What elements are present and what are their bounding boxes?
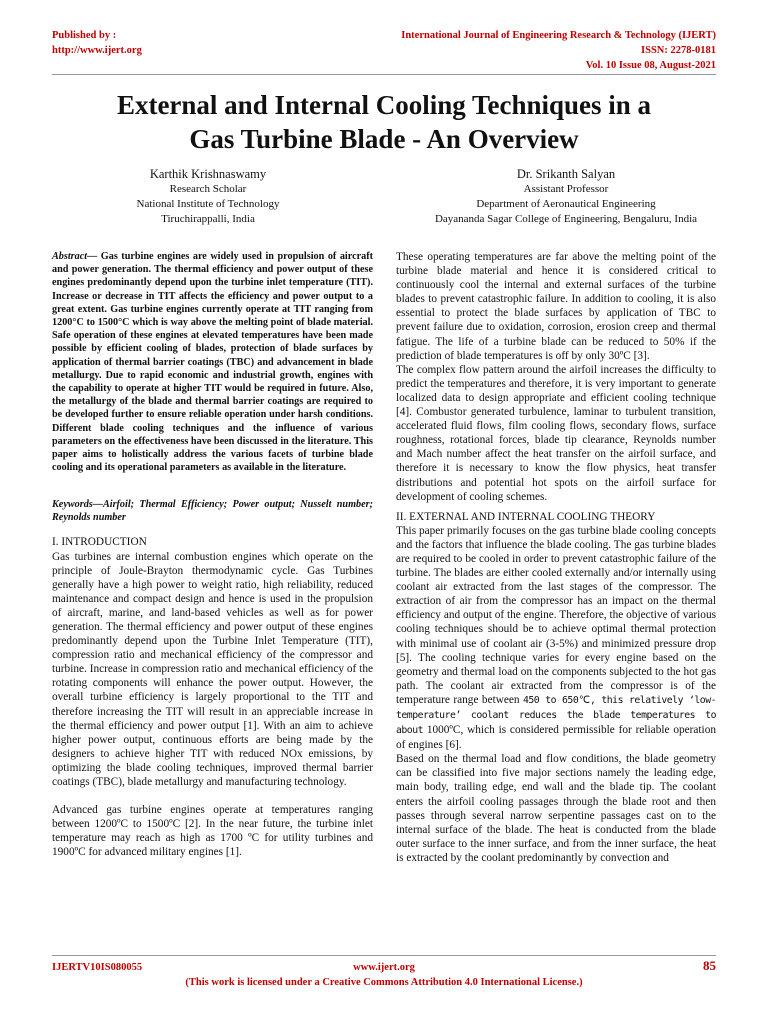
header-right [401,28,716,73]
author-role: Research Scholar [169,183,247,195]
issn: ISSN: 2278-0181 [641,45,716,56]
author-location: Tiruchirappalli, India [161,213,255,225]
keywords: Keywords—Airfoil; Thermal Efficiency; Power output; Nusselt number; Reynolds number [52,499,373,524]
author-location: Dayananda Sagar College of Engineering, Bengaluru, India [434,213,698,225]
author-affiliation: National Institute of Technology [136,198,280,210]
body-paragraph-1: These operating temperatures are far above the melting point of the turbine blade material and hence it is considered critical to continuously cool the internal and external surfaces of the turbine blades to prevent catastrophic failure. In addition to cooling, it is also essential to protect the blade surfaces by application of TBC to prevent failure due to oxidation, corrosion, erosion creep and thermal fatigue. The life of a turbine blade can be reduced to 50% if the prediction of blade temperatures is off by only 30ºC [3]. [396,251,716,362]
header-url-link[interactable]: http://www.ijert.org [52,45,142,56]
body-paragraph-4: Based on the thermal load and flow conditions, the blade geometry can be classified into five major sections namely the leading edge, main body, trailing edge, end wall and the blade tip. The coolant enters the airfoil cooling passages through the blade root and then passes through several narrow serpentine passages cast on to the internal surface of the blade. The heat is conducted from the blade outer surface to the inner surface, and from the inner surface, the heat is extracted by the coolant predominantly by convection and [396,753,716,864]
title-line-1: External and Internal Cooling Techniques in a [116,90,652,120]
section-1-heading: I. INTRODUCTION [52,536,147,549]
section-2-heading: II. EXTERNAL AND INTERNAL COOLING THEORY [396,510,656,523]
intro-paragraph-2: Advanced gas turbine engines operate at temperatures ranging between 1200ºC to 1500ºC [2]. In the near future, the turbine inlet temperature may reach as high as 1700 ºC for utility turbines and 1900ºC for advanced military engines [1]. [52,804,373,859]
left-column [52,250,373,860]
author-name: Dr. Srikanth Salyan [516,167,616,181]
body-paragraph-3-start: This paper primarily focuses on the gas turbine blade cooling concepts and the factors that influence the blade cooling. The gas turbine blades are required to be cooled in order to prevent catastrophic failure of the turbine. The blades are either cooled externally and/or internally using coolant air extracted from the last stages of the compressor. The extraction of air from the compressor has an impact on the thermal efficiency and output of the engine. Therefore, the objective of various cooling techniques should be to achieve optimal thermal protection with minimal use of coolant air (3-5%) and minimized pressure drop [5]. The cooling technique varies for every engine based on the geometry and thermal load on the components subjected to the hot gas path. The coolant air extracted from the compressor is of the temperature range between [396,524,716,706]
abstract-text: Gas turbine engines are widely used in propulsion of aircraft and power generation. The thermal efficiency and power output of these engines predominantly depend upon the turbine inlet temperature (TIT). Increase or decrease in TIT affects the efficiency and power output to a great extent. Gas turbine engines currently operate at TIT ranging from 1200°C to 1500°C which is way above the melting point of blade material. Safe operation of these engines at elevated temperatures have been made possible by efficient cooling of blades, protection of blade surfaces by application of thermal barrier coatings (TBC) and advancement in blade metallurgy. Due to rapid economic and industrial growth, engines with the capability to operate at higher TIT would be required in future. Also, the metallurgy of the blade and thermal barrier coatings are required to be developed further to ensure reliable operation under harsh conditions. Different blade cooling techniques and the influence of various parameters on the effectiveness have been discussed in the literature. This paper aims to holistically address the various facets of turbine blade cooling and its operational parameters as available in the literature. [52,251,373,474]
body-paragraph-2: The complex flow pattern around the airfoil increases the difficulty to predict the temperatures and therefore, it is very important to generate localized data to design appropriate and efficient cooling technique [4]. Combustor generated turbulence, laminar to turbulent transition, accelerated fluid flows, film cooling flows, secondary flows, surface roughness, rotational forces, blade tip clearance, Reynolds number and Mach number affect the heat transfer on the airfoil surface, and therefore it is necessary to know the flow physics, heat transfer distributions and potential hot spots on the airfoil surface for development of cooling schemes. [396,363,716,503]
author-role: Assistant Professor [523,183,609,195]
header-left [52,28,142,58]
author-affiliation: Department of Aeronautical Engineering [476,198,656,210]
body-paragraph-3-mono: 450 to 650℃, this relatively ‘low-temperature’ coolant reduces the blade temperatures to about [396,694,716,737]
published-by: Published by : [52,30,117,41]
footer-rule [52,955,716,956]
footer-url-link[interactable]: www.ijert.org [353,962,415,973]
title-line-2: Gas Turbine Blade - An Overview [189,124,579,154]
author-name: Karthik Krishnaswamy [149,167,267,181]
author-block-2 [396,167,736,227]
abstract-label: Abstract— [52,251,98,262]
journal-name: International Journal of Engineering Research & Technology (IJERT) [401,30,716,41]
intro-paragraph-1: Gas turbines are internal combustion engines which operate on the principle of Joule-Brayton thermodynamic cycle. Gas Turbines generally have a high power to weight ratio, high reliability, reduced maintenance and compact design and hence is used in the propulsion of aircraft, marine, and land-based vehicles as well as for power generation. The thermal efficiency and power output of these engines predominantly depend upon the Turbine Inlet Temperature (TIT), compression ratio and mechanical efficiency of the compressor and turbine. Increase in compression ratio and mechanical efficiency of the rotating components will enhance the power output. However, the overall turbine efficiency is largely proportional to the TIT and therefore increasing the TIT will result in an appreciable increase in the thermal efficiency and power output [1]. With an aim to achieve higher power output, continuous efforts are being made by the designers to achieve higher TIT with reduced NOx emissions, by optimizing the blade cooling techniques, improved thermal barrier coatings (TBC), blade metallurgy and manufacturing technology. [52,550,373,789]
header-rule [52,74,716,75]
volume-issue: Vol. 10 Issue 08, August-2021 [585,60,716,71]
right-column [396,250,716,865]
page-number: 85 [703,958,716,973]
body-paragraph-3 [396,524,716,753]
footer-paper-id: IJERTV10IS080055 [52,962,143,973]
abstract [52,250,373,474]
license-notice: (This work is licensed under a Creative Commons Attribution 4.0 International License.) [185,977,583,988]
author-block-1 [80,167,336,227]
body-paragraph-3-end: 1000ºC, which is considered permissible for reliable operation of engines [6]. [396,724,716,752]
paper-title [0,88,768,156]
